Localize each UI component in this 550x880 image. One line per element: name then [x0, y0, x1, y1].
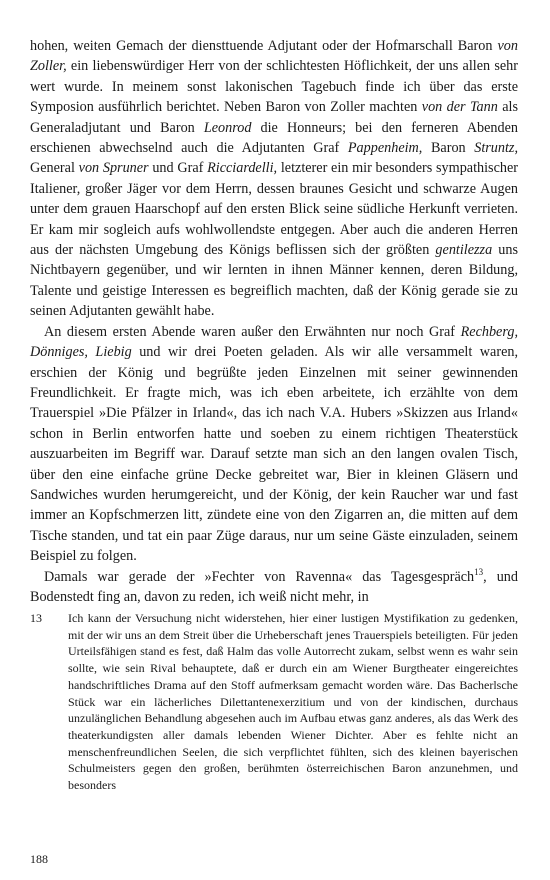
italic-name: gentilezza [435, 242, 493, 259]
footnote-text: Ich kann der Versuchung nicht widerstehen, hier einer lustigen Mystifikation zu gedenken, mit der wir uns an dem Streit über die Urheberschaft jenes Trauerspiels beteiligten. Für jeden Urteilsfähigen stand es fest, daß Halm das volle Autorrecht zukam, selbst wenn es wahr sein sollte, wie sein Rival behauptete, daß er durch ein am Wiener Burgtheater eingereichtes handschriftliches Drama auf den Stoff aufmerksam gemacht worden wäre. Das Bacherlsche Stück war ein lächerliches Dilettantenexerzitium und von der kindischen, durchaus unzulänglichen Behandlung abgesehen auch im Aufbau etwas ganz anderes, als das Werk des theaterkundigsten aller damals lebenden Wiener Dichter. Aber es fehlte nicht an menschenfreundlichen Seelen, die sich verpflichtet fühlten, sich des kleinen bayerischen Schulmeisters gegen den großen, berühmten österreichischen Baron anzunehmen, und besonders [68, 611, 518, 793]
text-run: uns Nichtbayern gegenüber, und wir lernten in ihnen Männer kennen, deren Bildung, Talente und geistige Interessen es begreiflich machten, daß der König gerade sie zu seinen Adjutanten gewählt habe. [30, 242, 518, 320]
text-run: General [30, 160, 79, 177]
footnote [30, 610, 518, 794]
text-run: die Honneurs; bei den ferneren Abenden erschienen abwechselnd auch die Adjutanten Graf [30, 119, 518, 157]
text-run: , und Bodenstedt fing an, davon zu reden, ich weiß nicht mehr, in [30, 568, 518, 605]
text-run: Baron [422, 140, 475, 157]
footnote-reference: 13 [474, 566, 484, 577]
paragraph-3 [30, 567, 518, 608]
italic-name: Ricciardelli, [207, 160, 278, 177]
italic-name: Rechberg, Dönniges, Liebig [30, 323, 518, 361]
text-run: und Graf [148, 160, 208, 177]
text-run: ein liebenswürdiger Herr von der schlichtesten Höflichkeit, der uns allen sehr wert wurde. In meinem sonst lakonischen Tagebuch finde ich über das erste Symposion ausführlich berichtet. Neben Baron von Zoller machten [30, 58, 518, 116]
text-run: letzterer ein mir besonders sympathischer Italiener, großer Jäger vor dem Herrn, dessen braunes Gesicht und schwarze Augen unter dem grauen Haarschopf auf den ersten Blick seine südliche Herkunft verrieten. Er kam mir sogleich aufs wohlwollendste entgegen. Aber auch die anderen Herren aus der nächsten Umgebung des Königs beflissen sich der größten [30, 160, 518, 259]
italic-name: von der Tann [421, 99, 498, 116]
text-run: Damals war gerade der »Fechter von Ravenna« das Tagesgespräch [44, 568, 475, 585]
main-text [30, 36, 518, 607]
italic-name: Leonrod [203, 119, 252, 136]
text-run: als Generaladjutant und Baron [30, 99, 519, 136]
italic-name: von Zoller, [30, 38, 518, 75]
footnote-number: 13 [30, 611, 42, 625]
text-run: An diesem ersten Abende waren außer den Erwähnten nur noch Graf [44, 323, 461, 340]
paragraph-2 [30, 322, 518, 567]
italic-name: Struntz, [474, 140, 518, 157]
text-run: hohen, weiten Gemach der diensttuende Adjutant oder der Hofmarschall Baron [30, 38, 498, 54]
text-run: und wir drei Poeten geladen. Als wir alle versammelt waren, erschien der König und begrüßte jeden Einzelnen mit seiner gewinnenden Freundlichkeit. Er fragte mich, was ich eben arbeitete, ich erzählte von dem Trauerspiel »Die Pfälzer in Irland«, das ich nach V.A. Hubers »Skizzen aus Irland« schon in Berlin entworfen hatte und soeben zu einem richtigen Theaterstück auszuarbeiten im Begriff war. Darauf setzte man sich an den langen ovalen Tisch, über den eine einfache grüne Decke gebreitet war, Bier in kleinen Gläsern und Sandwiches wurden herumgereicht, und der König, der kein Raucher war und fast immer an Kopfschmerzen litt, zündete eine von den Zigarren an, die mitten auf dem Tische standen, und tat ein paar Züge daraus, nur um seine Gäste einzuladen, seinem Beispiel zu folgen. [30, 344, 519, 565]
page-number: 188 [30, 852, 48, 866]
italic-name: Pappenheim, [347, 140, 423, 157]
italic-name: von Spruner [78, 160, 149, 177]
paragraph-1 [30, 36, 518, 322]
